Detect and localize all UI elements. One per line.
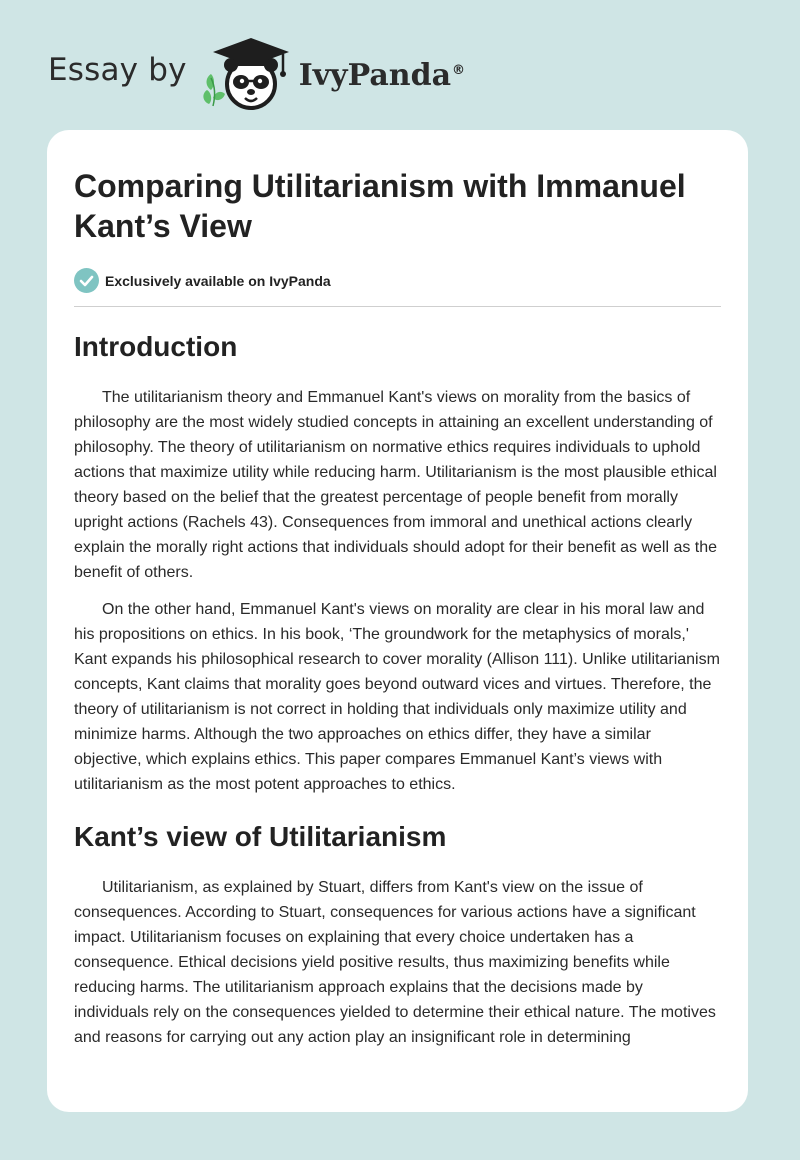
brand-name [299, 58, 465, 93]
essay-title: Comparing Utilitarianism with Immanuel Kant’s View [74, 168, 686, 244]
essay-by-label: Essay by [48, 52, 187, 88]
paragraph: Utilitarianism, as explained by Stuart, differs from Kant's view on the issue of consequences. According to Stuart, consequences for various actions have a significant impact. Utilitarianism focuses on explaining that every choice undertaken has a consequence. Ethical decisions yield positive results, thus maximizing benefits while reducing harms. The utilitarianism approach explains that the decisions made by individuals rely on the consequences yielded to determine their ethical nature. The motives and reasons for carrying out any action play an insignificant role in determining [74, 879, 716, 1046]
essay-card [47, 130, 748, 1112]
registered-mark: ® [452, 62, 466, 78]
panda-graduate-icon [201, 34, 293, 114]
check-badge-icon [74, 268, 99, 293]
site-header [48, 34, 465, 114]
paragraph: The utilitarianism theory and Emmanuel Kant's views on morality from the basics of philosophy are the most widely studied concepts in attaining an excellent understanding of philosophy. The theory of utilitarianism on normative ethics requires individuals to uphold actions that maximize utility while reducing harm. Utilitarianism is the most plausible ethical theory based on the belief that the greatest percentage of people benefit from morally upright actions (Rachels 43). Consequences from immoral and unethical actions clearly explain the morally right actions that individuals should adopt for their benefit as well as the benefit of others. [74, 389, 718, 581]
essay-content [47, 130, 748, 1050]
section-heading-kants-view: Kant’s view of Utilitarianism [74, 821, 447, 852]
exclusive-notice [74, 268, 721, 307]
section-heading-introduction: Introduction [74, 331, 238, 362]
exclusive-label: Exclusively available on IvyPanda [105, 272, 331, 289]
paragraph: On the other hand, Emmanuel Kant's views on morality are clear in his moral law and his propositions on ethics. In his book, ‘The groundwork for the metaphysics of morals,' Kant expands his philosophical research to cover morality (Allison 111). Unlike utilitarianism concepts, Kant claims that morality goes beyond outward vices and virtues. Therefore, the theory of utilitarianism is not correct in holding that individuals only maximize utility and minimize harms. Although the two approaches on ethics differ, they have a similar objective, which explains ethics. This paper compares Emmanuel Kant’s views with utilitarianism as the most potent approaches to ethics. [74, 601, 720, 793]
brand-name-text: IvyPanda [298, 57, 452, 93]
